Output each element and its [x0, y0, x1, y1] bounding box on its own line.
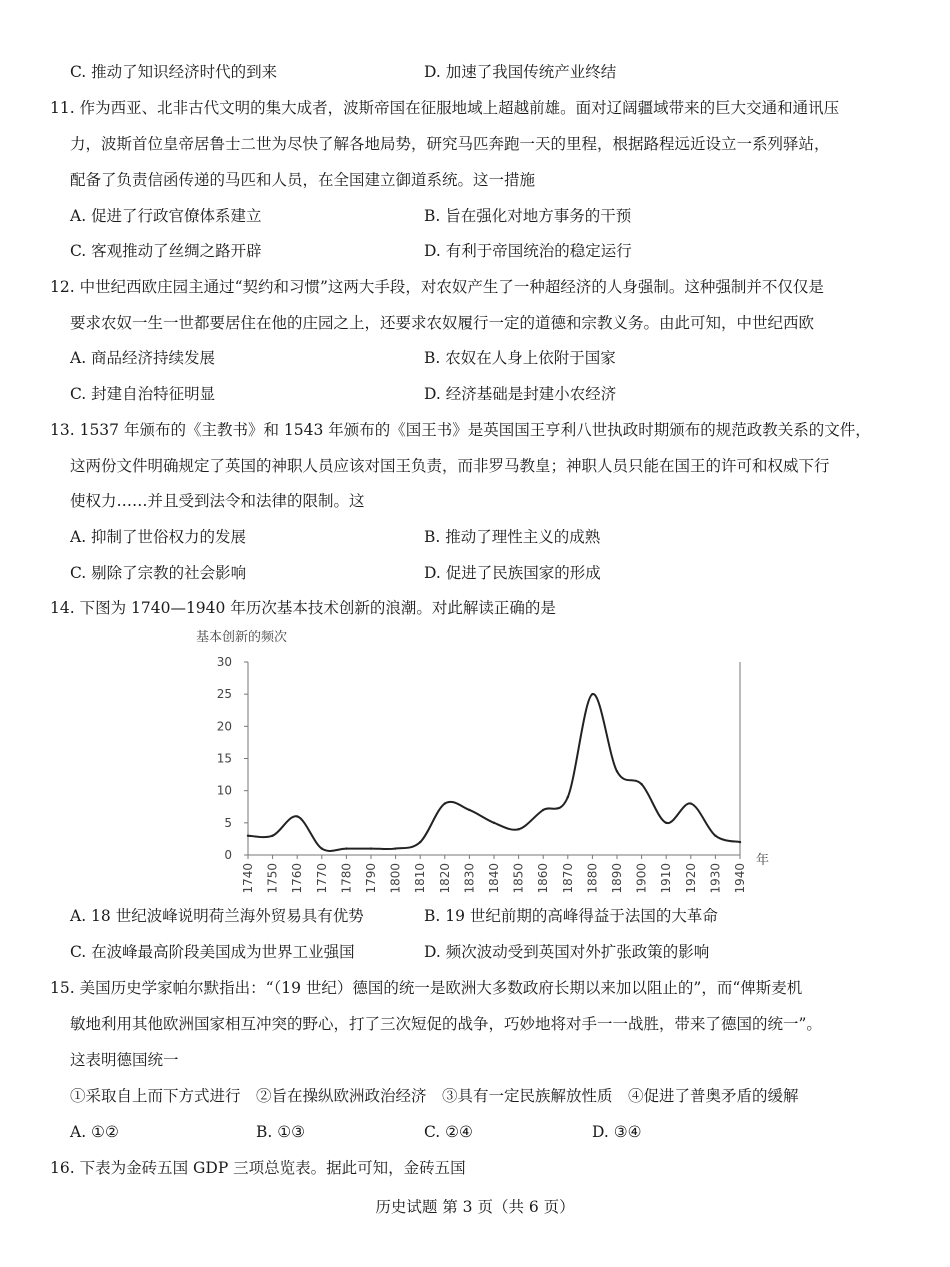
chart-data-point [370, 847, 372, 849]
x-tick-label: 1830 [462, 863, 477, 894]
y-tick-label: 5 [224, 815, 232, 830]
x-tick-label: 1750 [265, 863, 280, 894]
q14-option-c: C. 在波峰最高阶段美国成为世界工业强国 [70, 943, 355, 961]
q11-option-c: C. 客观推动了丝绸之路开辟 [70, 242, 262, 260]
chart-data-point [247, 835, 249, 837]
q12-stem-line-2: 要求农奴一生一世都要居住在他的庄园之上，还要求农奴履行一定的道德和宗教义务。由此可知，中世纪西欧 [70, 314, 815, 332]
chart-data-point [468, 809, 470, 811]
q13-stem-line-1: 13. 1537 年颁布的《主教书》和 1543 年颁布的《国王书》是英国国王亨利八世执政时期颁布的规范政教关系的文件， [50, 421, 871, 439]
chart-data-point [739, 841, 741, 843]
chart-data-point [665, 822, 667, 824]
x-tick-label: 1850 [511, 863, 526, 894]
x-tick-label: 1820 [437, 863, 452, 894]
q12-option-b: B. 农奴在人身上依附于国家 [424, 349, 616, 367]
x-tick-label: 1940 [733, 863, 747, 894]
q15-stem-line-3: 这表明德国统一 [70, 1051, 179, 1069]
q14-stem-line-1: 14. 下图为 1740—1940 年历次基本技术创新的浪潮。对此解读正确的是 [50, 599, 556, 617]
q11-stem-line-3: 配备了负责信函传递的马匹和人员，在全国建立御道系统。这一措施 [70, 171, 536, 189]
q13-stem-line-2: 这两份文件明确规定了英国的神职人员应该对国王负责，而非罗马教皇；神职人员只能在国王的许可和权威下行 [70, 457, 830, 475]
x-tick-label: 1780 [339, 863, 354, 894]
q12-option-c: C. 封建自治特征明显 [70, 385, 216, 403]
q13-option-d: D. 促进了民族国家的形成 [424, 564, 601, 582]
q11-option-d: D. 有利于帝国统治的稳定运行 [424, 242, 632, 260]
chart-data-point [640, 783, 642, 785]
y-tick-label: 15 [216, 751, 232, 766]
q15-stem-line-1: 15. 美国历史学家帕尔默指出：“（19 世纪）德国的统一是欧洲大多数政府长期以来加以阻止的”，而“俾斯麦机 [50, 979, 803, 997]
chart-data-point [394, 847, 396, 849]
x-tick-label: 1760 [290, 863, 305, 894]
y-tick-label: 25 [216, 687, 232, 702]
q13-option-a: A. 抑制了世俗权力的发展 [70, 528, 247, 546]
x-tick-label: 1910 [659, 863, 674, 894]
chart-data-point [271, 835, 273, 837]
chart-data-point [493, 822, 495, 824]
q11-option-a: A. 促进了行政官僚体系建立 [70, 207, 262, 225]
q14-option-d: D. 频次波动受到英国对外扩张政策的影响 [424, 943, 710, 961]
q10-option-c: C. 推动了知识经济时代的到来 [70, 63, 278, 81]
chart-data-point [690, 802, 692, 804]
chart-data-point [714, 835, 716, 837]
chart-title: 基本创新的频次 [196, 630, 288, 645]
x-tick-label: 1800 [388, 863, 403, 894]
y-tick-label: 10 [216, 783, 232, 798]
q12-option-d: D. 经济基础是封建小农经济 [424, 385, 617, 403]
chart-data-point [567, 796, 569, 798]
q13-stem-line-3: 使权力……并且受到法令和法律的限制。这 [70, 492, 365, 510]
q15-option-a: A. ①② [70, 1123, 119, 1141]
chart-data-point [542, 809, 544, 811]
chart-svg [190, 624, 790, 904]
q14-option-a: A. 18 世纪波峰说明荷兰海外贸易具有优势 [70, 907, 364, 925]
q15-option-b: B. ①③ [256, 1123, 306, 1141]
chart-data-point [345, 847, 347, 849]
chart-x-unit-label: 年 [756, 853, 770, 868]
q10-option-d: D. 加速了我国传统产业终结 [424, 63, 617, 81]
x-tick-label: 1860 [536, 863, 551, 894]
x-tick-label: 1890 [610, 863, 624, 894]
x-tick-label: 1900 [634, 863, 649, 894]
chart-data-point [419, 841, 421, 843]
x-tick-label: 1770 [314, 863, 329, 894]
x-tick-label: 1920 [683, 863, 698, 894]
chart-data-point [517, 828, 519, 830]
q12-stem-line-1: 12. 中世纪西欧庄园主通过“契约和习惯”这两大手段，对农奴产生了一种超经济的人身强制。这种强制并不仅仅是 [50, 278, 824, 296]
x-tick-label: 1810 [413, 863, 428, 894]
x-tick-label: 1870 [560, 863, 575, 894]
x-tick-label: 1880 [585, 863, 600, 894]
chart-data-point [321, 847, 323, 849]
chart-data-point [296, 815, 298, 817]
y-tick-label: 0 [224, 848, 232, 862]
q11-stem-line-1: 11. 作为西亚、北非古代文明的集大成者，波斯帝国在征服地域上超越前雄。面对辽阔疆域带来的巨大交通和通讯压 [50, 99, 840, 117]
q15-statements: ①采取自上而下方式进行 ②旨在操纵欧洲政治经济 ③具有一定民族解放性质 ④促进了普奥矛盾的缓解 [70, 1087, 799, 1105]
chart-axes-frame [248, 662, 740, 855]
innovation-wave-chart [190, 624, 790, 904]
q16-stem-line-1: 16. 下表为金砖五国 GDP 三项总览表。据此可知，金砖五国 [50, 1159, 466, 1177]
chart-data-point [591, 693, 593, 695]
x-tick-label: 1930 [708, 863, 723, 894]
x-tick-label: 1840 [487, 863, 501, 894]
y-tick-label: 20 [216, 719, 232, 734]
q11-stem-line-2: 力，波斯首位皇帝居鲁士二世为尽快了解各地局势，研究马匹奔跑一天的里程，根据路程远近设立一系列驿站， [70, 135, 830, 153]
q15-stem-line-2: 敏地利用其他欧洲国家相互冲突的野心，打了三次短促的战争，巧妙地将对手一一战胜，带来了德国的统一”。 [70, 1015, 822, 1033]
q12-option-a: A. 商品经济持续发展 [70, 349, 216, 367]
y-tick-label: 30 [216, 655, 232, 669]
chart-data-point [444, 802, 446, 804]
chart-series-line [248, 694, 740, 851]
x-tick-label: 1790 [364, 863, 378, 894]
q13-option-c: C. 剔除了宗教的社会影响 [70, 564, 247, 582]
x-tick-label: 1740 [241, 863, 255, 894]
q15-option-d: D. ③④ [592, 1123, 642, 1141]
q13-option-b: B. 推动了理性主义的成熟 [424, 528, 601, 546]
q11-option-b: B. 旨在强化对地方事务的干预 [424, 207, 632, 225]
chart-data-point [616, 770, 618, 772]
q15-option-c: C. ②④ [424, 1123, 473, 1141]
page-footer: 历史试题 第 3 页（共 6 页） [375, 1198, 575, 1216]
q14-option-b: B. 19 世纪前期的高峰得益于法国的大革命 [424, 907, 718, 925]
